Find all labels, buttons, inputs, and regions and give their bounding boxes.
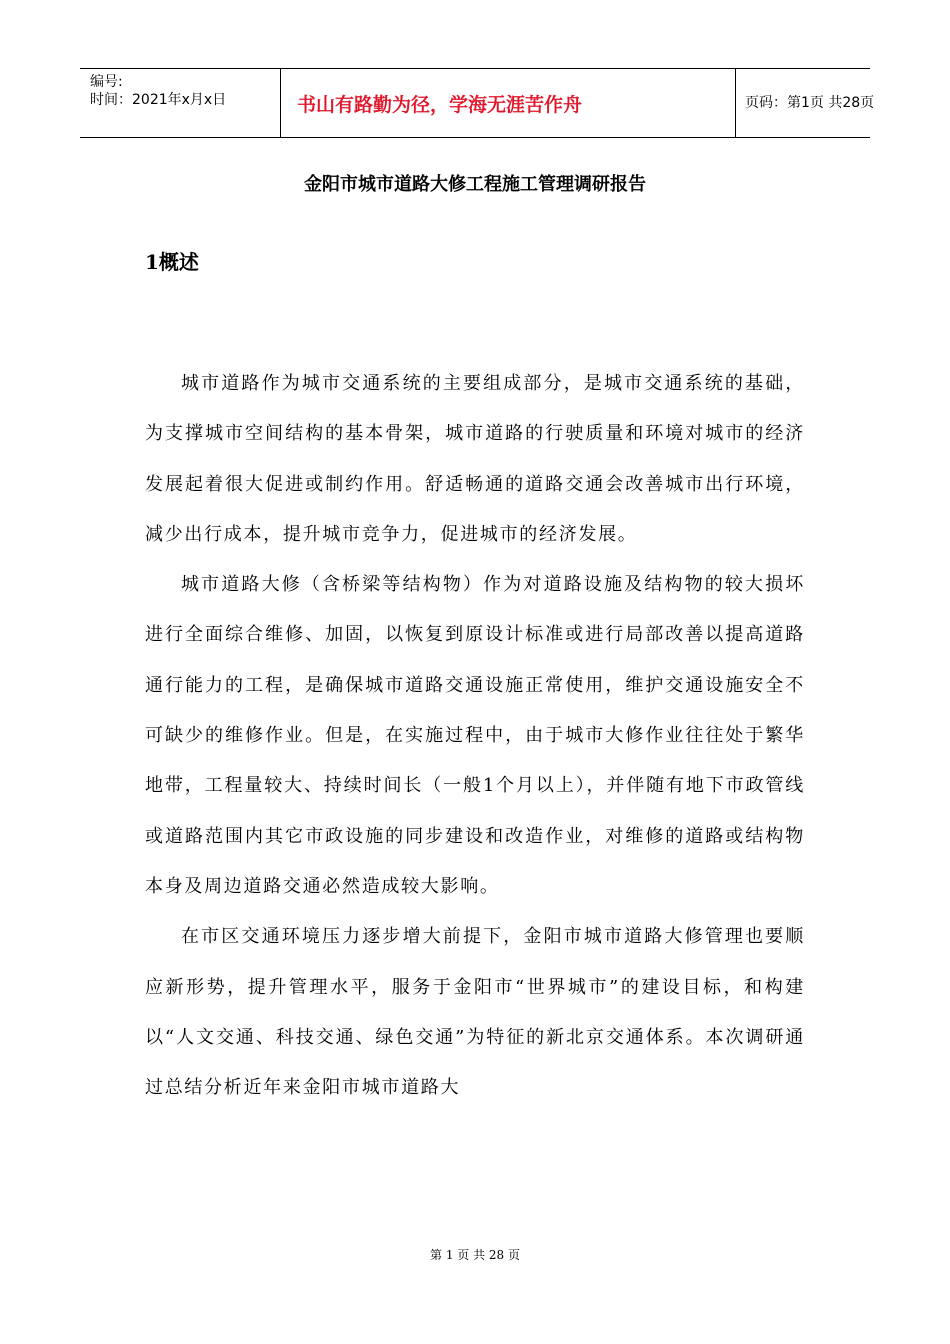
header-page-cell [735, 69, 875, 137]
time-label: 时间：2021年x月x日 [90, 92, 227, 108]
body-paragraph-3: 在市区交通环境压力逐步增大前提下，金阳市城市道路大修管理也要顺应新形势，提升管理水平，服务于金阳市“世界城市”的建设目标，和构建以“人文交通、科技交通、绿色交通”为特征的新北京交通体系。本次调研通过总结分析近年来金阳市城市道路大 [145, 926, 805, 1099]
page-code: 页码：第1页 共28页 [745, 95, 875, 111]
section-heading: 1概述 [145, 250, 199, 274]
header-motto-cell [280, 69, 736, 137]
page-footer: 第 1 页 共 28 页 [430, 1248, 520, 1262]
motto-text: 书山有路勤为径，学海无涯苦作舟 [297, 94, 583, 116]
number-label: 编号: [90, 74, 123, 90]
body-paragraph-1: 城市道路作为城市交通系统的主要组成部分，是城市交通系统的基础，为支撑城市空间结构的基本骨架，城市道路的行驶质量和环境对城市的经济发展起着很大促进或制约作用。舒适畅通的道路交通会改善城市出行环境，减少出行成本，提升城市竞争力，促进城市的经济发展。 [145, 373, 805, 545]
document-title: 金阳市城市道路大修工程施工管理调研报告 [304, 174, 646, 195]
document-body [145, 359, 805, 1113]
body-paragraph-2: 城市道路大修（含桥梁等结构物）作为对道路设施及结构物的较大损坏进行全面综合维修、加固，以恢复到原设计标准或进行局部改善以提高道路通行能力的工程，是确保城市道路交通设施正常使用，维护交通设施安全不可缺少的维修作业。但是，在实施过程中，由于城市大修作业往往处于繁华地带，工程量较大、持续时间长（一般1个月以上），并伴随有地下市政管线或道路范围内其它市政设施的同步建设和改造作业，对维修的道路或结构物本身及周边道路交通必然造成较大影响。 [145, 574, 805, 897]
header-info-cell [80, 69, 280, 137]
document-header-table [80, 68, 875, 138]
